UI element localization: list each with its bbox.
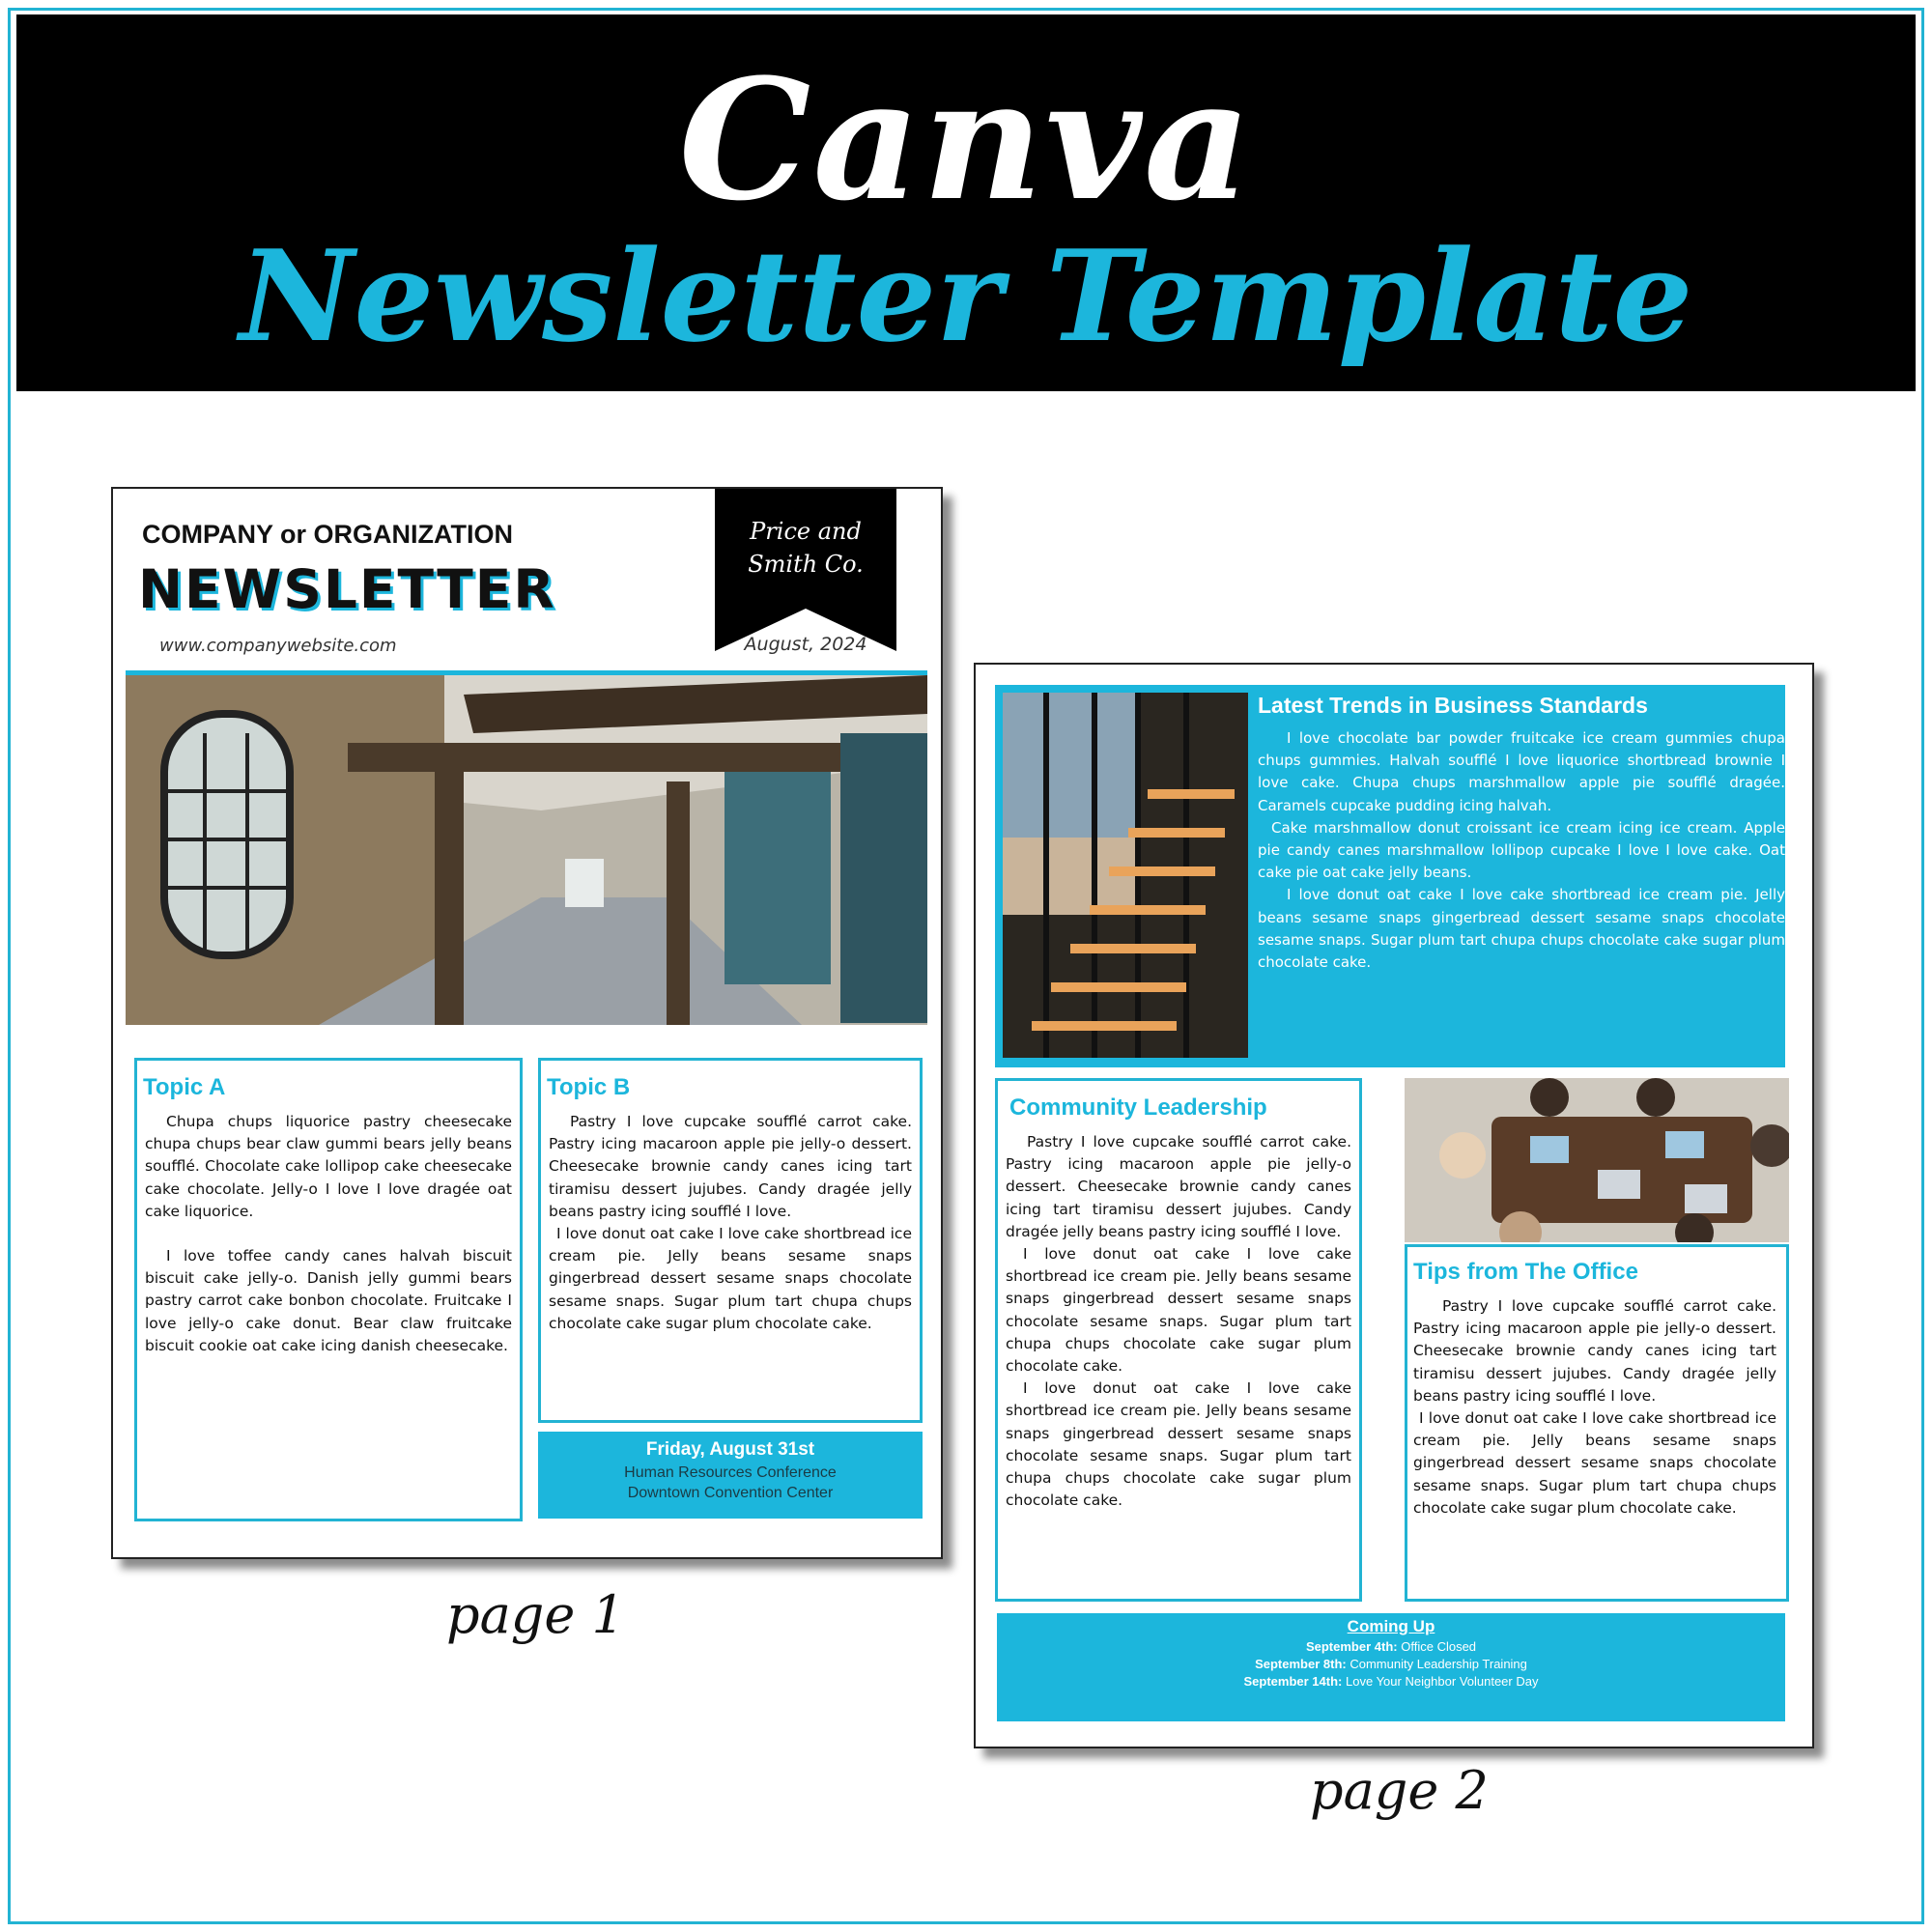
tips-heading: Tips from The Office xyxy=(1413,1259,1638,1285)
topic-b-heading: Topic B xyxy=(547,1074,631,1100)
community-paragraph: I love donut oat cake I love cake shortbread ice cream pie. Jelly beans sesame snaps gingerbread dessert sesame snaps chocolate sesame snaps. Sugar plum tart chupa chups chocolate cake sugar plum chocolate cake. xyxy=(1006,1379,1351,1510)
topic-a-heading: Topic A xyxy=(143,1074,226,1100)
newsletter-page-2 xyxy=(974,663,1814,1748)
trends-paragraph: I love donut oat cake I love cake shortbread ice cream pie. Jelly beans sesame snaps gingerbread dessert sesame snaps chocolate sesame snaps. Sugar plum tart chupa chups chocolate cake sugar plum chocolate cake. xyxy=(1258,886,1785,972)
topic-a-paragraph: Chupa chups liquorice pastry cheesecake chupa chups bear claw gummi bears jelly beans soufflé. Chocolate cake lollipop cake cheesecake cake chocolate. Jelly-o I love I love dragée oat cake liquorice. xyxy=(145,1113,512,1220)
coming-up-box xyxy=(997,1613,1785,1721)
coming-up-date: September 4th: xyxy=(1305,1639,1398,1654)
coming-up-text: Love Your Neighbor Volunteer Day xyxy=(1346,1674,1539,1689)
topic-a-paragraph: I love toffee candy canes halvah biscuit biscuit cake jelly-o. Danish jelly gummi bears pastry carrot cake bonbon chocolate. Fruitcake I love jelly-o cake donut. Bear claw fruitcake biscuit cookie oat cake icing danish cheesecake. xyxy=(145,1247,512,1354)
coming-up-item xyxy=(997,1657,1785,1671)
event-location: Downtown Convention Center xyxy=(627,1485,834,1501)
team-meeting-image xyxy=(1405,1078,1789,1242)
tips-paragraph: I love donut oat cake I love cake shortbread ice cream pie. Jelly beans sesame snaps gingerbread dessert sesame snaps chocolate sesame snaps. Sugar plum tart chupa chups chocolate cake sugar plum chocolate cake. xyxy=(1413,1409,1776,1517)
community-paragraph: I love donut oat cake I love cake shortbread ice cream pie. Jelly beans sesame snaps gingerbread dessert sesame snaps chocolate sesame snaps. Sugar plum tart chupa chups chocolate cake sugar plum chocolate cake. xyxy=(1006,1245,1351,1376)
trends-panel xyxy=(995,685,1785,1067)
topic-b-paragraph: Pastry I love cupcake soufflé carrot cake. Pastry icing macaroon apple pie jelly-o dessert. Cheesecake brownie candy canes icing tart tiramisu dessert jujubes. Candy dragée jelly beans pastry icing soufflé I love. xyxy=(549,1113,912,1220)
trends-paragraph: I love chocolate bar powder fruitcake ice cream gummies chupa chups gummies. Halvah soufflé I love liquorice shortbread brownie I love cake. Chupa chups marshmallow apple pie soufflé dragée. Caramels cupcake pudding icing halvah. xyxy=(1258,729,1785,814)
coming-up-item xyxy=(997,1639,1785,1654)
company-website: www.companywebsite.com xyxy=(159,636,397,656)
topic-b-paragraph: I love donut oat cake I love cake shortbread ice cream pie. Jelly beans sesame snaps gingerbread dessert sesame snaps chocolate sesame snaps. Sugar plum tart chupa chups chocolate cake sugar plum chocolate cake. xyxy=(549,1225,912,1332)
coming-up-text: Office Closed xyxy=(1401,1639,1477,1654)
community-box xyxy=(995,1078,1362,1602)
event-title: Human Resources Conference xyxy=(624,1464,837,1481)
coming-up-date: September 14th: xyxy=(1243,1674,1343,1689)
community-heading: Community Leadership xyxy=(1009,1094,1267,1121)
banner-subtitle: Newsletter Template xyxy=(239,222,1693,370)
tips-paragraph: Pastry I love cupcake soufflé carrot cake. Pastry icing macaroon apple pie jelly-o dessert. Cheesecake brownie candy canes icing tart tiramisu dessert jujubes. Candy dragée jelly beans pastry icing soufflé I love. xyxy=(1413,1297,1776,1405)
coming-up-text: Community Leadership Training xyxy=(1350,1657,1527,1671)
topic-b-box xyxy=(538,1058,923,1423)
page-1-caption: page 1 xyxy=(446,1584,625,1645)
event-date: Friday, August 31st xyxy=(645,1439,815,1460)
tips-box xyxy=(1405,1244,1789,1602)
page-2-caption: page 2 xyxy=(1310,1760,1489,1821)
ribbon-line-2: Smith Co. xyxy=(748,551,864,578)
issue-date: August, 2024 xyxy=(744,634,867,655)
glass-staircase-image xyxy=(1003,693,1248,1058)
newsletter-masthead: NEWSLETTER xyxy=(138,558,556,620)
trends-paragraph: Cake marshmallow donut croissant ice cream icing ice cream. Apple pie candy canes marshmallow lollipop cupcake I love I love cake. Oat cake pie oat cake jelly beans. xyxy=(1258,818,1785,882)
coming-up-date: September 8th: xyxy=(1255,1657,1347,1671)
title-banner xyxy=(16,14,1916,391)
office-hallway-image xyxy=(126,675,927,1025)
newsletter-page-1 xyxy=(111,487,943,1559)
topic-a-box xyxy=(134,1058,523,1521)
ribbon-line-1: Price and xyxy=(750,518,862,545)
coming-up-item xyxy=(997,1674,1785,1689)
coming-up-heading: Coming Up xyxy=(1347,1617,1435,1635)
community-paragraph: Pastry I love cupcake soufflé carrot cake. Pastry icing macaroon apple pie jelly-o dessert. Cheesecake brownie candy canes icing tart tiramisu dessert jujubes. Candy dragée jelly beans pastry icing soufflé I love. xyxy=(1006,1133,1351,1240)
trends-heading: Latest Trends in Business Standards xyxy=(1258,693,1648,718)
company-name: COMPANY or ORGANIZATION xyxy=(142,520,513,549)
banner-title: Canva xyxy=(678,42,1254,238)
event-box xyxy=(538,1432,923,1519)
